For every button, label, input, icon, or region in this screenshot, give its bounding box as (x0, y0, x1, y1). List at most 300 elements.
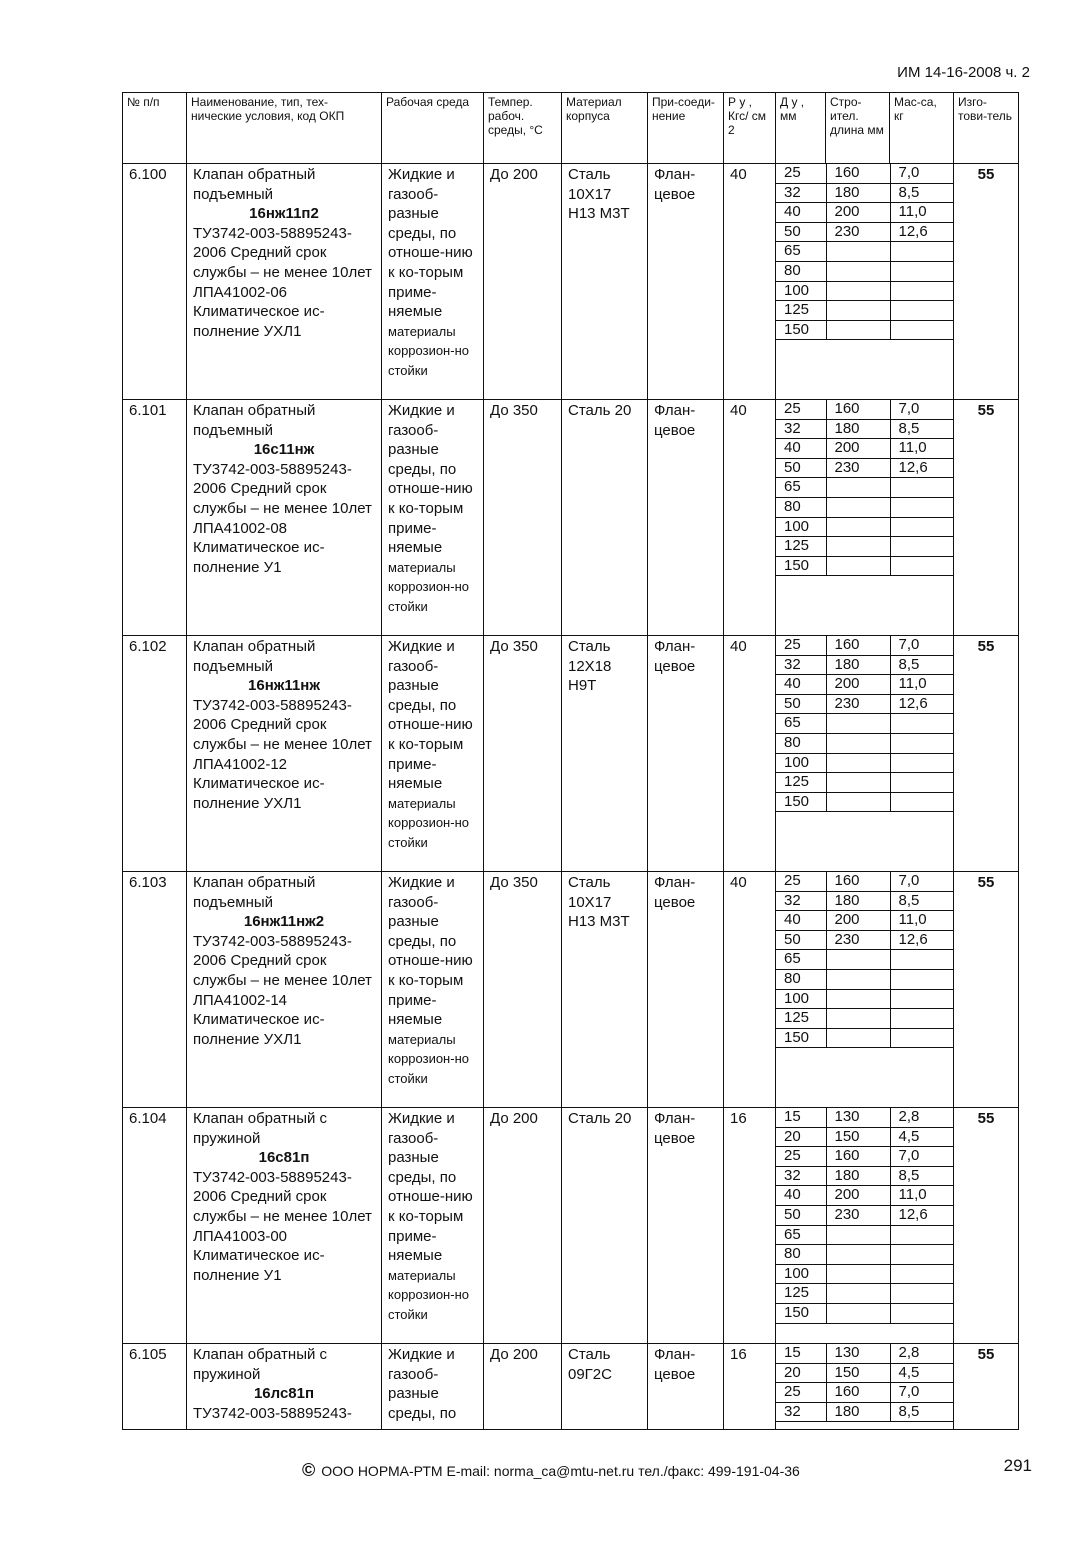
mass-value: 8,5 (890, 1402, 954, 1422)
length-value: 230 (826, 222, 890, 242)
du-value: 32 (776, 1402, 826, 1422)
connection-type (648, 1344, 724, 1430)
medium-text-small: материалы коррозион-но стойки (388, 795, 469, 850)
du-value: 65 (776, 714, 826, 734)
mass-value: 7,0 (890, 1147, 954, 1167)
dimensions-cell (776, 1344, 954, 1430)
working-medium (382, 1344, 484, 1430)
mass-value (890, 1028, 954, 1048)
pu-text: 40 (730, 166, 747, 183)
du-value: 150 (776, 1028, 826, 1048)
dimension-row (776, 419, 954, 439)
row-number-text: 6.100 (129, 166, 167, 183)
du-value: 65 (776, 1225, 826, 1245)
length-value: 160 (826, 164, 890, 183)
length-value: 230 (826, 458, 890, 478)
working-temperature (484, 636, 562, 872)
length-value: 200 (826, 911, 890, 931)
table-row (123, 1108, 1019, 1344)
du-value: 50 (776, 1205, 826, 1225)
product-code: 16нж11нж (248, 677, 320, 695)
mass-value: 2,8 (890, 1344, 954, 1363)
dimension-row (776, 694, 954, 714)
connection-text: Флан-цевое (654, 874, 696, 911)
dimension-row (776, 1108, 954, 1127)
dimension-row (776, 164, 954, 183)
mass-value (890, 792, 954, 812)
mass-value: 8,5 (890, 1166, 954, 1186)
medium-text-small: материалы коррозион-но стойки (388, 323, 469, 378)
dimensions-table (776, 1344, 954, 1422)
connection-text: Флан-цевое (654, 1110, 696, 1147)
working-temperature (484, 400, 562, 636)
medium-text-small: материалы коррозион-но стойки (388, 1267, 469, 1322)
mass-value: 12,6 (890, 222, 954, 242)
du-value: 32 (776, 419, 826, 439)
document-reference: ИМ 14-16-2008 ч. 2 (897, 64, 1030, 81)
length-value (826, 792, 890, 812)
dimension-row (776, 1363, 954, 1383)
du-value: 15 (776, 1344, 826, 1363)
length-value (826, 478, 890, 498)
mass-value: 11,0 (890, 203, 954, 223)
dimension-row (776, 1147, 954, 1167)
manufacturer (954, 1344, 1019, 1430)
dimension-row (776, 242, 954, 262)
mass-value (890, 261, 954, 281)
manufacturer (954, 400, 1019, 636)
product-details: ТУ3742-003-58895243-2006 Средний срок службы – не менее 10лет ЛПА41002-12 Климатическое ис-полнение УХЛ1 (193, 696, 372, 812)
du-value: 25 (776, 400, 826, 419)
body-material (562, 636, 648, 872)
material-text: Сталь 10Х17 Н13 М3Т (568, 166, 630, 223)
mass-value: 7,0 (890, 872, 954, 891)
du-value: 32 (776, 891, 826, 911)
length-value (826, 733, 890, 753)
length-value (826, 1028, 890, 1048)
dimension-row (776, 183, 954, 203)
du-value: 150 (776, 556, 826, 576)
dimensions-table (776, 164, 954, 340)
length-value: 150 (826, 1363, 890, 1383)
medium-text: Жидкие и газооб-разные среды, по отноше-нию к ко-торым приме-няемые (388, 166, 473, 321)
row-number (123, 400, 187, 636)
row-number (123, 1108, 187, 1344)
dimension-row (776, 1166, 954, 1186)
col-header-manufacturer: Изго-тови-тель (954, 93, 1019, 164)
product-name (187, 1344, 382, 1430)
du-value: 40 (776, 439, 826, 459)
product-title: Клапан обратный подъемный (193, 166, 316, 203)
connection-text: Флан-цевое (654, 638, 696, 675)
mass-value (890, 320, 954, 340)
col-header-pu: Р у , Кгс/ см 2 (724, 93, 776, 164)
dimension-row (776, 733, 954, 753)
dimension-row (776, 1383, 954, 1403)
manufacturer-code: 55 (977, 1346, 995, 1363)
dimension-row (776, 556, 954, 576)
dimension-row (776, 1303, 954, 1323)
nominal-pressure (724, 1344, 776, 1430)
du-value: 125 (776, 537, 826, 557)
col-header-material: Материал корпуса (562, 93, 648, 164)
mass-value (890, 537, 954, 557)
nominal-pressure (724, 164, 776, 400)
mass-value: 8,5 (890, 419, 954, 439)
manufacturer (954, 1108, 1019, 1344)
dimension-row (776, 989, 954, 1009)
du-value: 50 (776, 694, 826, 714)
du-value: 80 (776, 497, 826, 517)
col-header-connection: При-соеди-нение (648, 93, 724, 164)
du-value: 20 (776, 1127, 826, 1147)
dimension-row (776, 1284, 954, 1304)
dimension-row (776, 969, 954, 989)
mass-value: 2,8 (890, 1108, 954, 1127)
manufacturer (954, 872, 1019, 1108)
nominal-pressure (724, 872, 776, 1108)
dimension-row (776, 872, 954, 891)
product-code: 16с81п (258, 1149, 310, 1167)
mass-value (890, 242, 954, 262)
mass-value: 12,6 (890, 458, 954, 478)
col-header-medium: Рабочая среда (382, 93, 484, 164)
row-number (123, 872, 187, 1108)
product-details: ТУ3742-003-58895243-2006 Средний срок службы – не менее 10лет ЛПА41003-00 Климатическое ис-полнение У1 (193, 1168, 372, 1284)
mass-value (890, 753, 954, 773)
du-value: 40 (776, 911, 826, 931)
mass-value: 11,0 (890, 911, 954, 931)
du-value: 40 (776, 1186, 826, 1206)
dimension-row (776, 458, 954, 478)
length-value (826, 497, 890, 517)
du-value: 150 (776, 792, 826, 812)
mass-value (890, 989, 954, 1009)
row-number-text: 6.102 (129, 638, 167, 655)
mass-value (890, 301, 954, 321)
length-value: 180 (826, 1166, 890, 1186)
dimension-row (776, 753, 954, 773)
temp-text: До 200 (490, 1110, 538, 1127)
pu-text: 40 (730, 402, 747, 419)
length-value (826, 517, 890, 537)
dimension-row (776, 301, 954, 321)
dimensions-cell (776, 872, 954, 1108)
dimensions-table (776, 872, 954, 1048)
body-material (562, 400, 648, 636)
du-value: 65 (776, 478, 826, 498)
row-number-text: 6.101 (129, 402, 167, 419)
length-value (826, 301, 890, 321)
nominal-pressure (724, 636, 776, 872)
pu-text: 40 (730, 638, 747, 655)
medium-text: Жидкие и газооб-разные среды, по отноше-нию к ко-торым приме-няемые (388, 402, 473, 557)
row-number (123, 164, 187, 400)
length-value: 200 (826, 203, 890, 223)
manufacturer-code: 55 (977, 402, 995, 419)
table-row (123, 1344, 1019, 1430)
product-details: ТУ3742-003-58895243- (193, 1404, 352, 1422)
col-header-name: Наименование, тип, тех-нические условия, код ОКП (187, 93, 382, 164)
mass-value: 4,5 (890, 1363, 954, 1383)
temp-text: До 350 (490, 638, 538, 655)
row-number (123, 1344, 187, 1430)
product-code: 16нж11нж2 (243, 913, 325, 931)
product-code: 16лс81п (253, 1385, 315, 1403)
length-value (826, 969, 890, 989)
dimension-row (776, 950, 954, 970)
product-code: 16с11нж (253, 441, 315, 459)
mass-value: 4,5 (890, 1127, 954, 1147)
length-value (826, 1264, 890, 1284)
table-row (123, 400, 1019, 636)
product-title: Клапан обратный с пружиной (193, 1346, 328, 1383)
length-value (826, 1245, 890, 1265)
du-value: 150 (776, 1303, 826, 1323)
product-name (187, 164, 382, 400)
mass-value: 7,0 (890, 636, 954, 655)
body-material (562, 1344, 648, 1430)
dimension-row (776, 1225, 954, 1245)
length-value (826, 281, 890, 301)
mass-value: 11,0 (890, 1186, 954, 1206)
length-value: 160 (826, 872, 890, 891)
body-material (562, 872, 648, 1108)
du-value: 100 (776, 753, 826, 773)
row-number-text: 6.104 (129, 1110, 167, 1127)
length-value: 150 (826, 1127, 890, 1147)
row-number (123, 636, 187, 872)
nominal-pressure (724, 1108, 776, 1344)
pu-text: 16 (730, 1110, 747, 1127)
du-value: 100 (776, 1264, 826, 1284)
mass-value: 11,0 (890, 675, 954, 695)
du-value: 125 (776, 1284, 826, 1304)
working-medium (382, 636, 484, 872)
table-row (123, 164, 1019, 400)
product-code: 16нж11п2 (249, 205, 319, 223)
du-value: 80 (776, 733, 826, 753)
working-temperature (484, 1108, 562, 1344)
du-value: 32 (776, 1166, 826, 1186)
du-value: 100 (776, 281, 826, 301)
dimension-row (776, 636, 954, 655)
du-value: 40 (776, 675, 826, 695)
medium-text: Жидкие и газооб-разные среды, по (388, 1346, 457, 1422)
dimension-row (776, 517, 954, 537)
dimension-row (776, 1264, 954, 1284)
connection-type (648, 164, 724, 400)
du-value: 25 (776, 164, 826, 183)
length-value (826, 1303, 890, 1323)
dimension-row (776, 1186, 954, 1206)
medium-text-small: материалы коррозион-но стойки (388, 559, 469, 614)
product-details: ТУ3742-003-58895243-2006 Средний срок службы – не менее 10лет ЛПА41002-14 Климатическое ис-полнение УХЛ1 (193, 932, 372, 1048)
medium-text: Жидкие и газооб-разные среды, по отноше-нию к ко-торым приме-няемые (388, 638, 473, 793)
length-value (826, 1284, 890, 1304)
du-value: 125 (776, 301, 826, 321)
length-value: 160 (826, 400, 890, 419)
du-value: 80 (776, 969, 826, 989)
dimension-row (776, 773, 954, 793)
mass-value: 7,0 (890, 400, 954, 419)
product-title: Клапан обратный подъемный (193, 402, 316, 439)
table-row (123, 636, 1019, 872)
dimension-row (776, 1009, 954, 1029)
mass-value (890, 517, 954, 537)
length-value: 230 (826, 1205, 890, 1225)
du-value: 50 (776, 930, 826, 950)
working-temperature (484, 872, 562, 1108)
nominal-pressure (724, 400, 776, 636)
du-value: 80 (776, 1245, 826, 1265)
length-value: 160 (826, 1147, 890, 1167)
dimensions-cell (776, 636, 954, 872)
page-number: 291 (1003, 1456, 1032, 1475)
working-medium (382, 164, 484, 400)
mass-value (890, 1245, 954, 1265)
length-value (826, 261, 890, 281)
mass-value (890, 478, 954, 498)
mass-value (890, 950, 954, 970)
col-header-mass: Мас-са, кг (890, 93, 954, 164)
body-material (562, 164, 648, 400)
manufacturer-code: 55 (977, 1110, 995, 1127)
table-header-row (123, 93, 1019, 164)
material-text: Сталь 10Х17 Н13 М3Т (568, 874, 630, 931)
dimension-row (776, 281, 954, 301)
temp-text: До 350 (490, 874, 538, 891)
mass-value: 7,0 (890, 1383, 954, 1403)
manufacturer-code: 55 (977, 166, 995, 183)
dimension-row (776, 675, 954, 695)
du-value: 125 (776, 1009, 826, 1029)
working-medium (382, 872, 484, 1108)
dimension-row (776, 911, 954, 931)
copyright-icon: © (302, 1460, 316, 1480)
dimension-row (776, 537, 954, 557)
dimension-row (776, 497, 954, 517)
product-name (187, 872, 382, 1108)
medium-text: Жидкие и газооб-разные среды, по отноше-нию к ко-торым приме-няемые (388, 874, 473, 1029)
mass-value (890, 714, 954, 734)
dimension-row (776, 478, 954, 498)
dimensions-table (776, 636, 954, 812)
length-value: 230 (826, 930, 890, 950)
length-value (826, 989, 890, 1009)
length-value: 180 (826, 419, 890, 439)
dimension-row (776, 1245, 954, 1265)
connection-type (648, 872, 724, 1108)
dimension-row (776, 930, 954, 950)
footer-text: ООО НОРМА-РТМ E-mail: norma_ca@mtu-net.ru тел./факс: 499-191-04-36 (321, 1463, 800, 1479)
working-temperature (484, 164, 562, 400)
dimension-row (776, 1127, 954, 1147)
row-number-text: 6.103 (129, 874, 167, 891)
du-value: 65 (776, 950, 826, 970)
length-value: 180 (826, 655, 890, 675)
length-value: 200 (826, 439, 890, 459)
dimension-row (776, 792, 954, 812)
du-value: 80 (776, 261, 826, 281)
du-value: 32 (776, 183, 826, 203)
mass-value (890, 733, 954, 753)
product-details: ТУ3742-003-58895243-2006 Средний срок службы – не менее 10лет ЛПА41002-08 Климатическое ис-полнение У1 (193, 460, 372, 576)
dimension-row (776, 1344, 954, 1363)
mass-value: 12,6 (890, 930, 954, 950)
material-text: Сталь 12Х18 Н9Т (568, 638, 612, 695)
product-name (187, 400, 382, 636)
connection-text: Флан-цевое (654, 402, 696, 439)
manufacturer (954, 636, 1019, 872)
row-number-text: 6.105 (129, 1346, 167, 1363)
du-value: 15 (776, 1108, 826, 1127)
mass-value (890, 773, 954, 793)
mass-value (890, 1225, 954, 1245)
length-value (826, 1009, 890, 1029)
du-value: 25 (776, 1147, 826, 1167)
mass-value: 12,6 (890, 1205, 954, 1225)
product-name (187, 1108, 382, 1344)
mass-value: 11,0 (890, 439, 954, 459)
dimension-row (776, 1205, 954, 1225)
product-title: Клапан обратный подъемный (193, 638, 316, 675)
dimension-row (776, 222, 954, 242)
du-value: 25 (776, 872, 826, 891)
dimensions-cell (776, 1108, 954, 1344)
product-title: Клапан обратный подъемный (193, 874, 316, 911)
pu-text: 40 (730, 874, 747, 891)
du-value: 125 (776, 773, 826, 793)
temp-text: До 200 (490, 166, 538, 183)
col-header-num: № п/п (123, 93, 187, 164)
length-value (826, 242, 890, 262)
connection-type (648, 636, 724, 872)
dimension-row (776, 439, 954, 459)
length-value: 180 (826, 1402, 890, 1422)
pu-text: 16 (730, 1346, 747, 1363)
product-name (187, 636, 382, 872)
mass-value (890, 1264, 954, 1284)
connection-text: Флан-цевое (654, 166, 696, 203)
product-details: ТУ3742-003-58895243-2006 Средний срок службы – не менее 10лет ЛПА41002-06 Климатическое ис-полнение УХЛ1 (193, 224, 372, 340)
medium-text-small: материалы коррозион-но стойки (388, 1031, 469, 1086)
mass-value (890, 1009, 954, 1029)
mass-value (890, 497, 954, 517)
du-value: 50 (776, 458, 826, 478)
length-value (826, 1225, 890, 1245)
dimension-row (776, 320, 954, 340)
du-value: 32 (776, 655, 826, 675)
mass-value (890, 969, 954, 989)
du-value: 40 (776, 203, 826, 223)
du-value: 100 (776, 517, 826, 537)
mass-value (890, 1303, 954, 1323)
du-value: 65 (776, 242, 826, 262)
du-value: 100 (776, 989, 826, 1009)
manufacturer-code: 55 (977, 874, 995, 891)
working-medium (382, 400, 484, 636)
col-header-length: Стро-ител. длина мм (826, 93, 890, 164)
dimension-row (776, 714, 954, 734)
length-value (826, 773, 890, 793)
medium-text: Жидкие и газооб-разные среды, по отноше-нию к ко-торым приме-няемые (388, 1110, 473, 1265)
dimension-row (776, 891, 954, 911)
working-medium (382, 1108, 484, 1344)
dimensions-cell (776, 164, 954, 400)
dimensions-cell (776, 400, 954, 636)
dimension-row (776, 203, 954, 223)
